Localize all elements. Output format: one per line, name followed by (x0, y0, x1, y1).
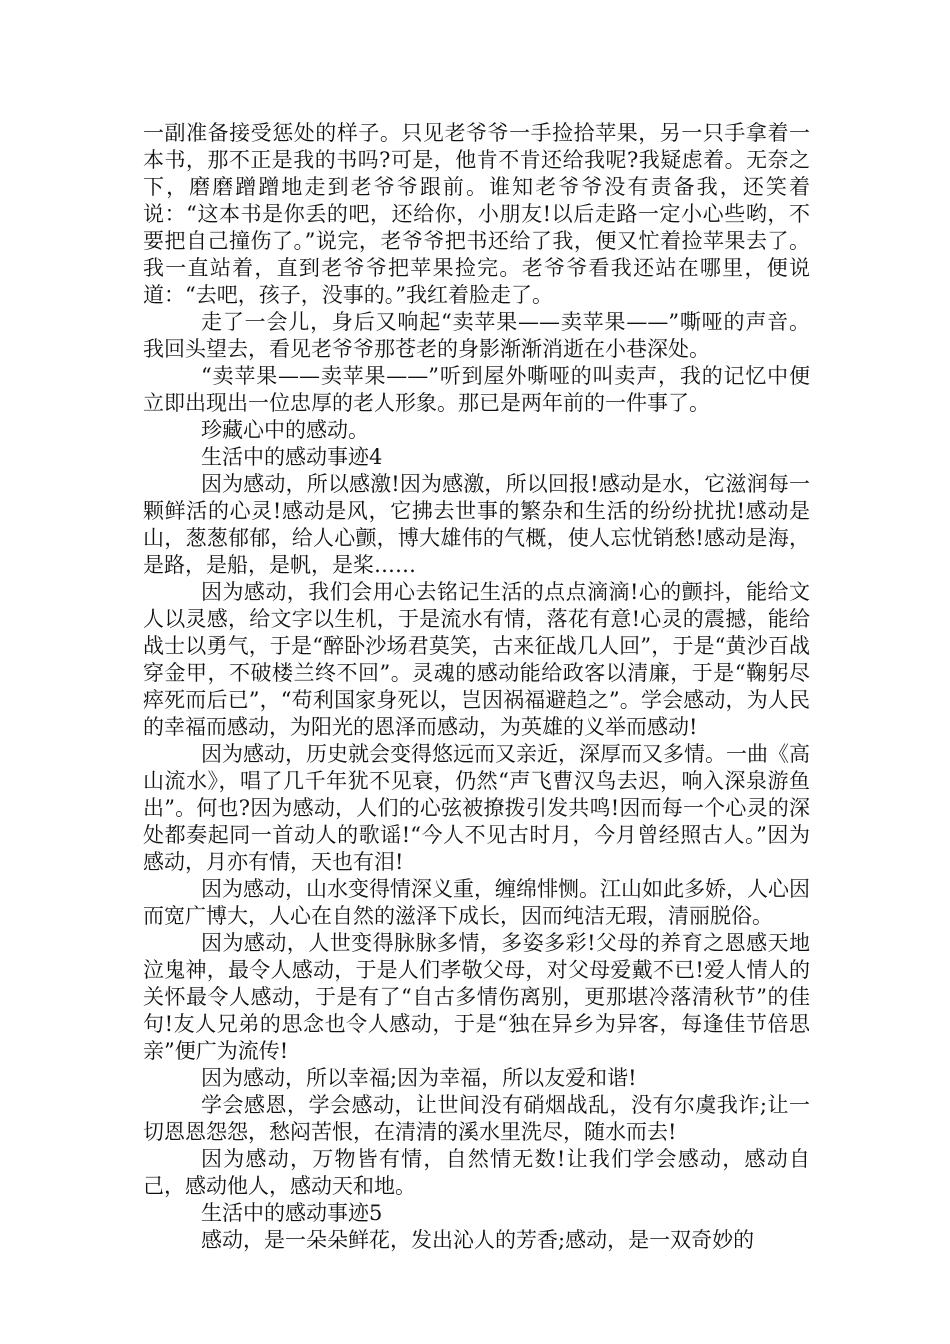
paragraph: “卖苹果——卖苹果——”听到屋外嘶哑的叫卖声，我的记忆中便立即出现出一位忠厚的老人形象。那已是两年前的一件事了。 (143, 364, 810, 415)
paragraph: 因为感动，历史就会变得悠远而又亲近，深厚而又多情。一曲《高山流水》，唱了几千年犹不见衰，仍然“声飞曹汉鸟去迟，响入深泉游鱼出”。何也?因为感动，人们的心弦被撩拨引发共鸣!因而每一个心灵的深处都奏起同一首动人的歌谣!“今人不见古时月，今月曾经照古人。”因为感动，月亦有情，天也有泪! (143, 742, 810, 874)
paragraph: 因为感动，山水变得情深义重，缠绵悱恻。江山如此多娇，人心因而宽广博大，人心在自然的滋泽下成长，因而纯洁无瑕，清丽脱俗。 (143, 877, 810, 928)
paragraph: 走了一会儿，身后又响起“卖苹果——卖苹果——”嘶哑的声音。我回头望去，看见老爷爷那苍老的身影渐渐消逝在小巷深处。 (143, 310, 810, 361)
paragraph: 一副准备接受惩处的样子。只见老爷爷一手捡拾苹果，另一只手拿着一本书，那不正是我的书吗?可是，他肯不肯还给我呢?我疑虑着。无奈之下，磨磨蹭蹭地走到老爷爷跟前。谁知老爷爷没有责备我，还笑着说：“这本书是你丢的吧，还给你，小朋友!以后走路一定小心些哟，不要把自己撞伤了。”说完，老爷爷把书还给了我，便又忙着捡苹果去了。我一直站着，直到老爷爷把苹果捡完。老爷爷看我还站在哪里，便说道：“去吧，孩子，没事的。”我红着脸走了。 (143, 121, 810, 307)
paragraph: 因为感动，所以幸福;因为幸福，所以友爱和谐! (201, 1066, 637, 1090)
paragraph: 因为感动，我们会用心去铭记生活的点点滴滴!心的颤抖，能给文人以灵感，给文字以生机，于是流水有情，落花有意!心灵的震撼，能给战士以勇气，于是“醉卧沙场君莫笑，古来征战几人回”，于是“黄沙百战穿金甲，不破楼兰终不回”。灵魂的感动能给政客以清廉，于是“鞠躬尽瘁死而后已”，“苟利国家身死以，岂因祸福避趋之”。学会感动，为人民的幸福而感动，为阳光的恩泽而感动，为英雄的义举而感动! (143, 580, 810, 739)
paragraph: 因为感动，万物皆有情，自然情无数!让我们学会感动，感动自己，感动他人，感动天和地。 (143, 1147, 810, 1198)
paragraph: 因为感动，所以感激!因为感激，所以回报!感动是水，它滋润每一颗鲜活的心灵!感动是风，它拂去世事的繁杂和生活的纷纷扰扰!感动是山，葱葱郁郁，给人心颤，博大雄伟的气概，使人忘忧销愁!感动是海，是路，是船，是帆，是桨…… (143, 472, 810, 577)
document-body (143, 120, 810, 1254)
paragraph: 感动，是一朵朵鲜花，发出沁人的芳香;感动，是一双奇妙的 (201, 1228, 755, 1252)
paragraph: 因为感动，人世变得脉脉多情，多姿多彩!父母的养育之恩感天地泣鬼神，最令人感动，于是人们孝敬父母，对父母爱戴不已!爱人情人的关怀最令人感动，于是有了“自古多情伤离别，更那堪冷落清秋节”的佳句!友人兄弟的思念也令人感动，于是“独在异乡为异客，每逢佳节倍思亲”便广为流传! (143, 931, 810, 1063)
paragraph: 学会感恩，学会感动，让世间没有硝烟战乱，没有尔虞我诈;让一切恩恩怨怨，愁闷苦恨，在清清的溪水里洗尽，随水而去! (143, 1093, 810, 1144)
section-heading: 生活中的感动事迹5 (201, 1201, 383, 1225)
paragraph: 珍藏心中的感动。 (201, 418, 369, 442)
section-heading: 生活中的感动事迹4 (201, 445, 383, 469)
